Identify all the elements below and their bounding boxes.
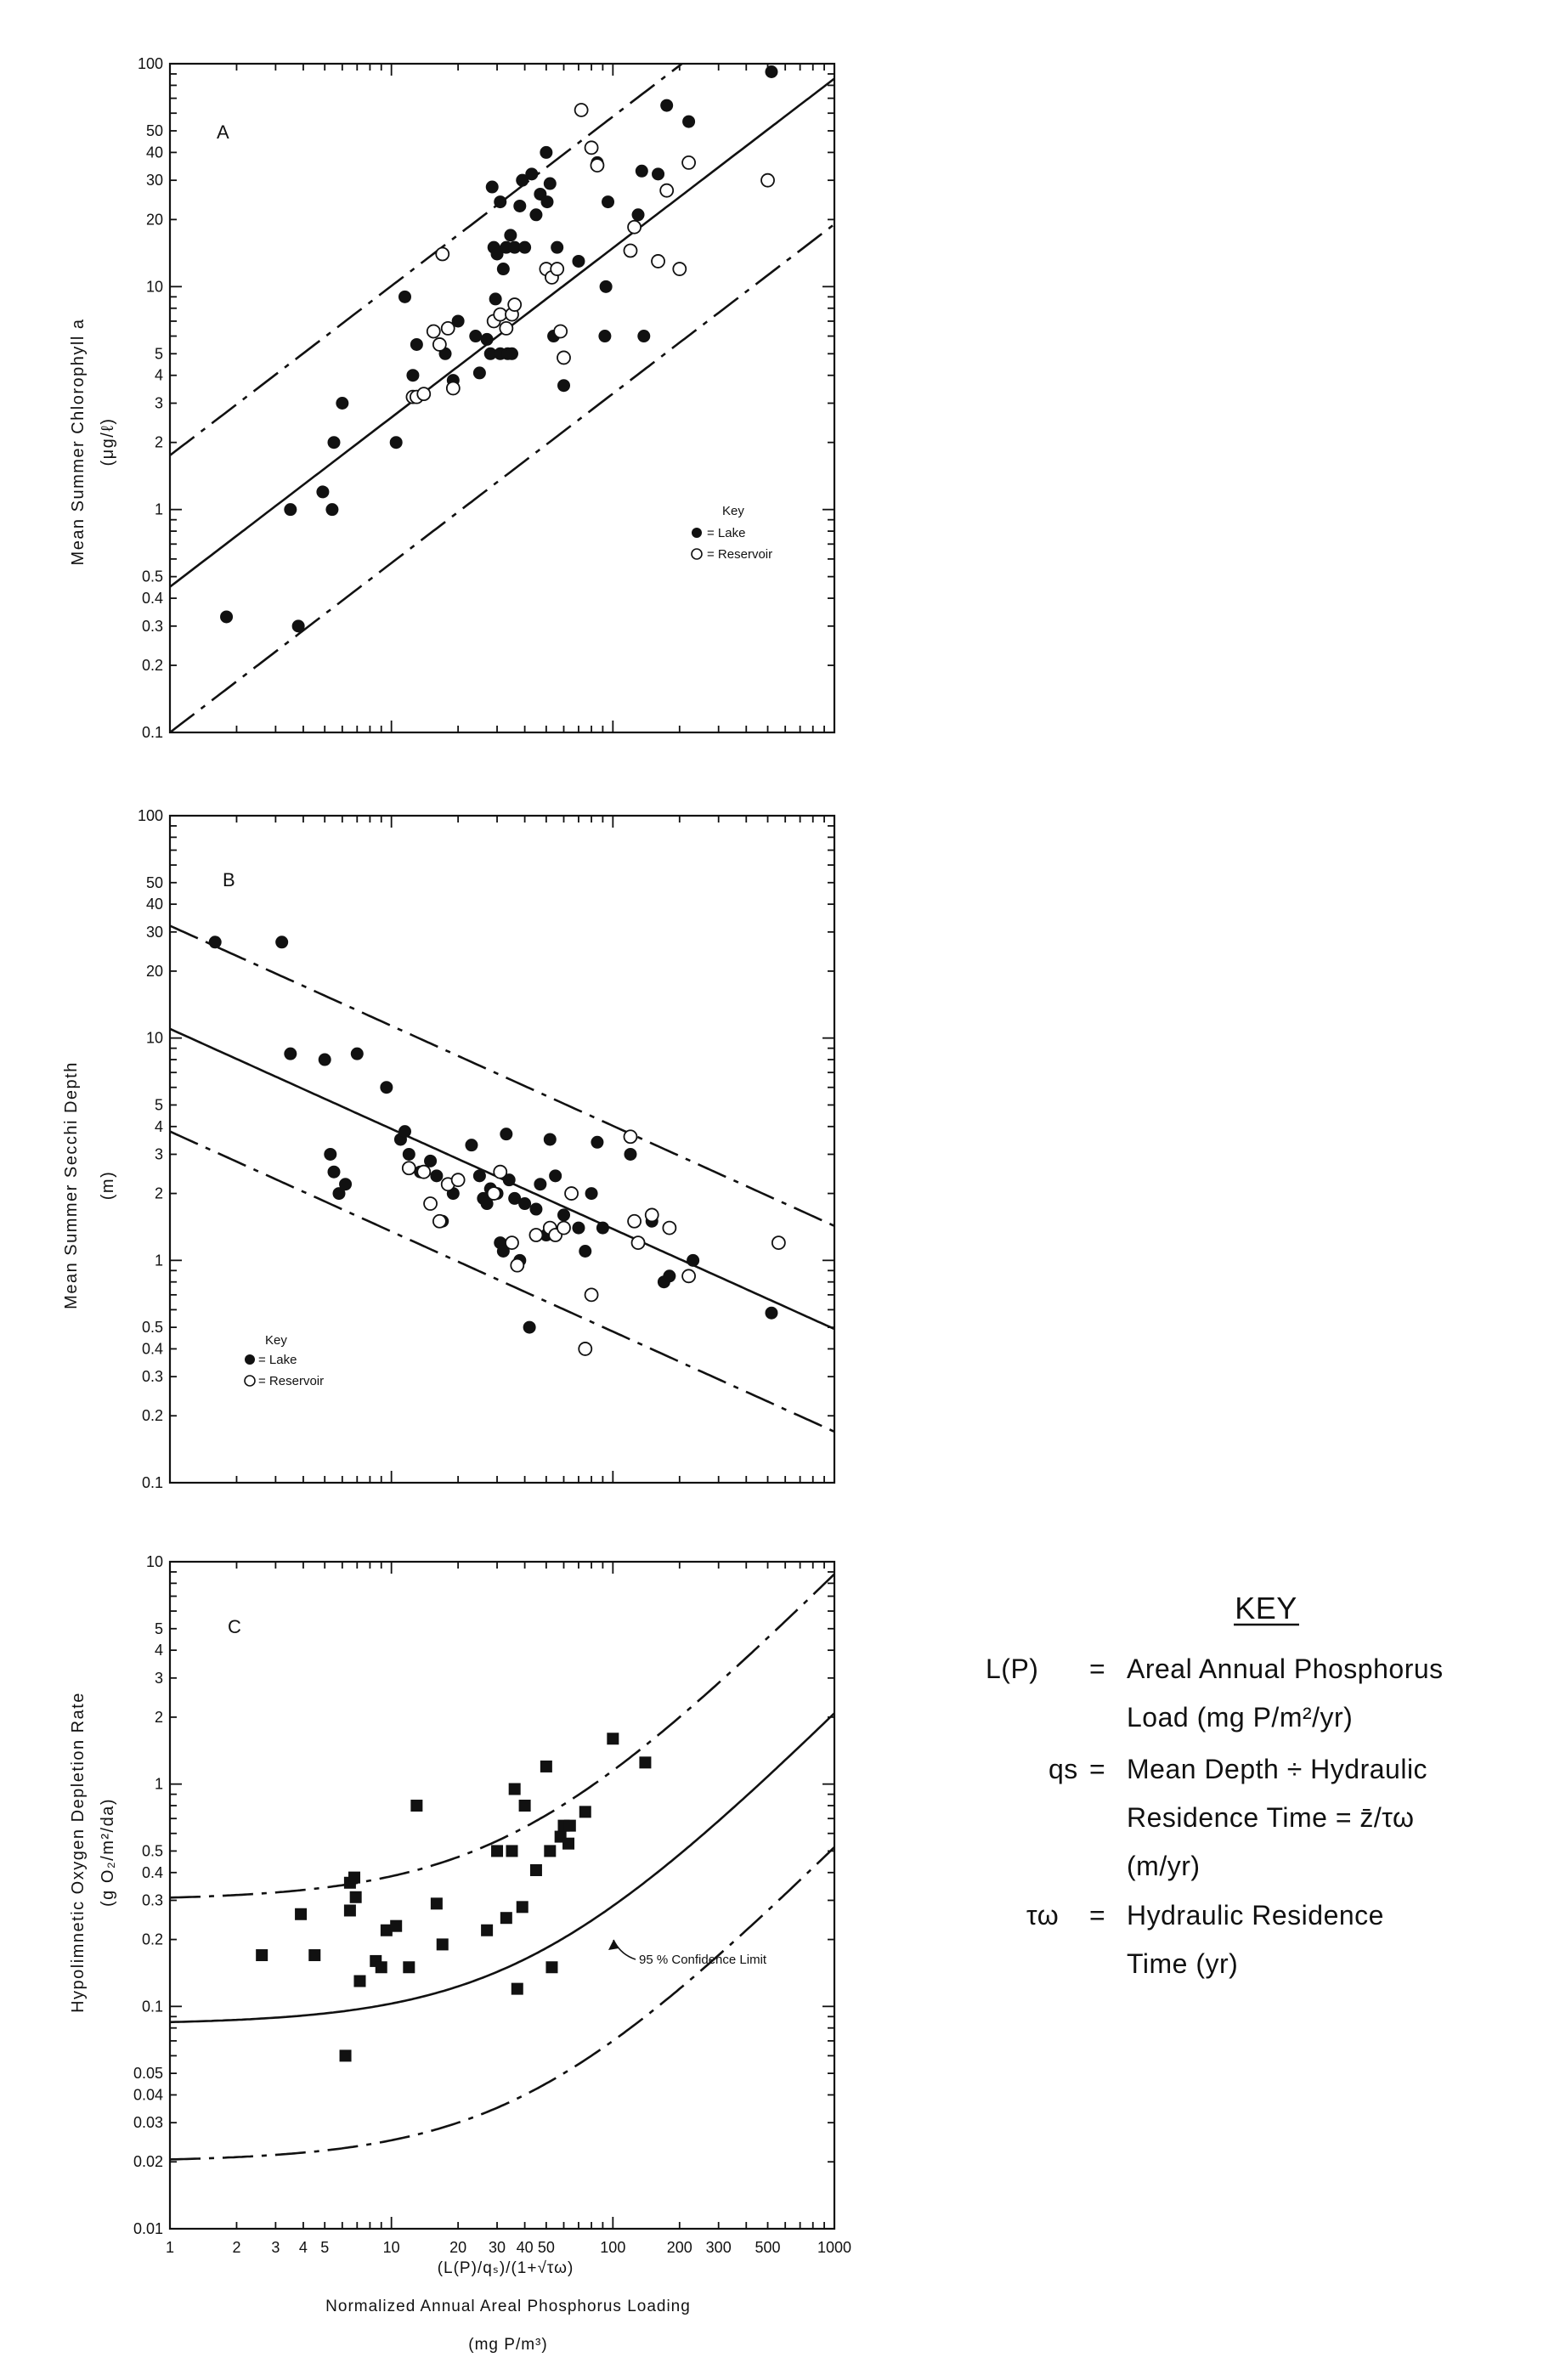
panel-a-point-lake bbox=[525, 167, 538, 180]
panel-b-point-reservoir bbox=[417, 1166, 430, 1179]
panel-a-y-tick-label: 20 bbox=[145, 211, 163, 229]
panel-b-y-tick-label: 0.5 bbox=[141, 1319, 163, 1337]
key-lp-def-line2: Load (mg P/m²/yr) bbox=[1127, 1702, 1354, 1733]
panel-c-point-lake bbox=[519, 1800, 531, 1812]
key-lp-term: L(P) bbox=[986, 1654, 1039, 1684]
panel-c-point-lake bbox=[545, 1961, 557, 1973]
panel-c-x-tick-label: 10 bbox=[382, 2239, 400, 2256]
panel-a-point-lake bbox=[220, 610, 233, 623]
panel-a-y-tick-label: 0.1 bbox=[141, 724, 163, 741]
panel-c-point-lake bbox=[295, 1908, 307, 1920]
panel-a-point-lake bbox=[481, 333, 494, 346]
panel-b-y-tick-label: 100 bbox=[137, 807, 163, 824]
panel-c-plot-frame bbox=[170, 1562, 834, 2229]
key-qs-equals: = bbox=[1089, 1754, 1106, 1784]
panel-b-point-reservoir bbox=[663, 1222, 675, 1235]
panel-c-point-lake bbox=[308, 1949, 320, 1961]
panel-a-point-lake bbox=[486, 181, 499, 194]
panel-a-point-lake bbox=[410, 338, 423, 351]
panel-c-point-lake bbox=[544, 1845, 556, 1857]
panel-a-point-reservoir bbox=[427, 325, 440, 337]
panel-b-y-tick-label: 0.2 bbox=[141, 1407, 163, 1425]
panel-b-point-lake bbox=[534, 1178, 546, 1190]
panel-a-legend-lake-marker bbox=[692, 528, 702, 538]
panel-a-point-lake bbox=[284, 503, 297, 516]
panel-c-y-tick-label: 0.01 bbox=[133, 2220, 163, 2237]
panel-a-y-tick-label: 4 bbox=[154, 366, 163, 384]
panel-b-point-reservoir bbox=[488, 1187, 500, 1200]
panel-a-y-label-line2: (μg/ℓ) bbox=[99, 417, 117, 466]
panel-c-x-tick-label: 2 bbox=[232, 2239, 241, 2256]
x-axis-label-formula: (L(P)/qₛ)/(1+√τω) bbox=[437, 2259, 574, 2277]
panel-c-point-lake bbox=[639, 1756, 651, 1768]
panel-b-point-lake bbox=[544, 1133, 557, 1145]
panel-b-point-lake bbox=[523, 1321, 536, 1334]
panel-b-point-lake bbox=[624, 1148, 636, 1161]
panel-a-point-reservoir bbox=[591, 159, 603, 172]
panel-a-legend-lake: = Lake bbox=[707, 526, 746, 540]
panel-b-y-tick-label: 2 bbox=[154, 1184, 163, 1202]
key-lp-def-line1: Areal Annual Phosphorus bbox=[1127, 1654, 1444, 1684]
panel-b-y-tick-label: 1 bbox=[154, 1252, 163, 1269]
panel-a-point-lake bbox=[551, 241, 563, 254]
panel-a-point-lake bbox=[497, 263, 510, 275]
panel-a-point-lake bbox=[529, 208, 542, 221]
panel-a-point-lake bbox=[513, 200, 526, 212]
panel-a-y-tick-label: 0.4 bbox=[141, 590, 163, 608]
panel-c-point-lake bbox=[564, 1820, 576, 1832]
panel-c-y-tick-label: 5 bbox=[154, 1620, 163, 1637]
panel-c-x-tick-label: 5 bbox=[320, 2239, 330, 2256]
panel-a-y-tick-label: 1 bbox=[154, 500, 163, 518]
key-title: KEY bbox=[1235, 1591, 1297, 1625]
panel-c-y-tick-label: 0.03 bbox=[133, 2114, 163, 2132]
panel-b-legend-title: Key bbox=[265, 1333, 287, 1348]
panel-b-legend-reservoir: = Reservoir bbox=[258, 1374, 325, 1388]
panel-a-point-lake bbox=[327, 436, 340, 449]
panel-a-point-lake bbox=[325, 503, 338, 516]
panel-b-point-lake bbox=[398, 1125, 411, 1138]
panel-b-y-tick-label: 4 bbox=[154, 1117, 163, 1135]
panel-b-point-lake bbox=[275, 936, 288, 948]
panel-b-point-reservoir bbox=[632, 1236, 645, 1249]
panel-a-y-tick-label: 50 bbox=[145, 122, 163, 139]
panel-a-legend bbox=[692, 504, 772, 562]
panel-a-y-tick-label: 2 bbox=[154, 433, 163, 451]
panel-b-point-lake bbox=[591, 1136, 603, 1149]
panel-b-point-reservoir bbox=[628, 1215, 641, 1228]
panel-a-y-units bbox=[99, 418, 117, 466]
panel-c-point-lake bbox=[390, 1920, 402, 1932]
panel-c-x-tick-label: 4 bbox=[298, 2239, 308, 2256]
panel-b-point-lake bbox=[430, 1169, 443, 1182]
panel-c-point-lake bbox=[607, 1733, 619, 1744]
panel-a-point-reservoir bbox=[673, 263, 686, 275]
panel-a-point-reservoir bbox=[585, 141, 598, 154]
key-tau-def-line2: Time (yr) bbox=[1127, 1948, 1239, 1979]
panel-a-point-lake bbox=[504, 229, 517, 241]
panel-c-y-label bbox=[69, 1692, 88, 2013]
panel-b-regression-line bbox=[170, 1029, 834, 1329]
panel-c-point-lake bbox=[403, 1961, 415, 1973]
panel-c-point-lake bbox=[344, 1904, 356, 1916]
panel-b-legend-lake: = Lake bbox=[258, 1353, 297, 1367]
panel-a-point-reservoir bbox=[433, 338, 446, 351]
panel-a-point-lake bbox=[489, 292, 502, 305]
panel-c-point-lake bbox=[579, 1806, 591, 1818]
panel-a-plot-frame bbox=[170, 64, 834, 732]
panel-b-point-lake bbox=[765, 1307, 777, 1320]
panel-a-y-label-line1: Mean Summer Chlorophyll a bbox=[69, 318, 88, 566]
panel-a-point-lake bbox=[469, 330, 482, 342]
panel-a-point-lake bbox=[518, 241, 531, 254]
panel-c-regression-line bbox=[170, 1713, 834, 2022]
panel-a-legend-title: Key bbox=[722, 504, 744, 518]
panel-b-point-lake bbox=[324, 1148, 336, 1161]
key-tau-def-line1: Hydraulic Residence bbox=[1127, 1900, 1384, 1931]
panel-a-point-lake bbox=[632, 208, 645, 221]
panel-a-point-lake bbox=[600, 280, 613, 293]
panel-c-letter: C bbox=[228, 1616, 241, 1637]
panel-a-point-lake bbox=[765, 65, 777, 78]
panel-b-point-lake bbox=[596, 1222, 609, 1235]
panel-a-point-lake bbox=[494, 195, 506, 208]
panel-b-point-lake bbox=[500, 1128, 512, 1140]
panel-a-y-tick-label: 0.3 bbox=[141, 617, 163, 635]
panel-c-oxygen bbox=[69, 1553, 851, 2256]
panel-a-point-lake bbox=[557, 379, 570, 392]
panel-c-x-tick-label: 30 bbox=[489, 2239, 506, 2256]
panel-c-annotation-arrow bbox=[613, 1940, 636, 1959]
panel-a-letter: A bbox=[217, 122, 229, 143]
x-axis-label-units: (mg P/m³) bbox=[468, 2336, 548, 2354]
panel-a-upper-confidence-limit bbox=[170, 0, 834, 455]
panel-a-y-tick-label: 40 bbox=[145, 144, 163, 161]
panel-c-point-lake bbox=[340, 2049, 352, 2061]
panel-b-point-reservoir bbox=[494, 1166, 506, 1179]
panel-c-annotation: 95 % Confidence Limit bbox=[639, 1953, 767, 1967]
panel-b-point-reservoir bbox=[557, 1222, 570, 1235]
panel-c-y-tick-label: 0.4 bbox=[141, 1863, 163, 1881]
panel-b-point-reservoir bbox=[433, 1215, 446, 1228]
panel-a-y-tick-label: 5 bbox=[154, 345, 163, 363]
panel-a-point-lake bbox=[540, 195, 553, 208]
panel-c-point-lake bbox=[491, 1845, 503, 1857]
panel-c-y-tick-label: 10 bbox=[145, 1553, 163, 1570]
panel-a-point-lake bbox=[336, 397, 348, 410]
panel-b-y-label-line2: (m) bbox=[99, 1170, 117, 1201]
panel-a-point-lake bbox=[506, 348, 518, 360]
panel-b-y-tick-label: 5 bbox=[154, 1096, 163, 1114]
panel-a-point-reservoir bbox=[447, 382, 460, 394]
panel-a-point-lake bbox=[602, 195, 614, 208]
panel-c-point-lake bbox=[530, 1864, 542, 1876]
panel-b-secchi bbox=[62, 807, 834, 1491]
panel-c-y-tick-label: 0.05 bbox=[133, 2065, 163, 2083]
panel-a-chlorophyll bbox=[69, 0, 834, 741]
panel-a-y-tick-label: 10 bbox=[145, 278, 163, 296]
panel-b-point-reservoir bbox=[682, 1269, 695, 1282]
panel-b-y-tick-label: 10 bbox=[145, 1029, 163, 1047]
panel-c-y-tick-label: 0.2 bbox=[141, 1931, 163, 1948]
panel-c-y-units bbox=[99, 1798, 117, 1907]
panel-a-point-reservoir bbox=[442, 322, 455, 335]
panel-a-point-reservoir bbox=[500, 322, 512, 335]
panel-a-y-tick-label: 0.2 bbox=[141, 657, 163, 675]
panel-a-legend-reservoir-marker bbox=[692, 549, 702, 559]
key-qs-def-line2: Residence Time = z̄/τω bbox=[1127, 1802, 1415, 1833]
panel-a-legend-reservoir: = Reservoir bbox=[707, 547, 773, 562]
panel-a-point-reservoir bbox=[494, 308, 506, 321]
panel-c-point-lake bbox=[512, 1983, 523, 1995]
panel-a-point-lake bbox=[390, 436, 403, 449]
panel-a-point-lake bbox=[292, 619, 305, 632]
panel-a-point-reservoir bbox=[628, 221, 641, 234]
panel-b-point-lake bbox=[380, 1081, 393, 1094]
panel-b-point-lake bbox=[549, 1169, 562, 1182]
panel-c-y-tick-label: 0.1 bbox=[141, 1998, 163, 2015]
panel-b-point-reservoir bbox=[506, 1236, 518, 1249]
x-axis-label-title: Normalized Annual Areal Phosphorus Loading bbox=[325, 2298, 691, 2315]
panel-b-point-reservoir bbox=[529, 1229, 542, 1241]
panel-a-point-lake bbox=[636, 165, 648, 178]
panel-b-point-reservoir bbox=[511, 1259, 523, 1272]
key-tau-equals: = bbox=[1089, 1900, 1106, 1931]
panel-a-point-lake bbox=[682, 116, 695, 128]
panel-a-point-reservoir bbox=[436, 247, 449, 260]
panel-c-point-lake bbox=[353, 1976, 365, 1987]
panel-c-x-tick-label: 200 bbox=[666, 2239, 692, 2256]
panel-c-x-tick-label: 20 bbox=[449, 2239, 467, 2256]
panel-b-point-reservoir bbox=[424, 1197, 437, 1210]
key-tau-term: τω bbox=[1026, 1900, 1060, 1931]
panel-b-point-reservoir bbox=[585, 1288, 598, 1301]
panel-c-y-label-line1: Hypolimnetic Oxygen Depletion Rate bbox=[69, 1692, 88, 2013]
panel-c-y-label-line2: (g O₂/m²/da) bbox=[99, 1798, 117, 1907]
panel-c-y-tick-label: 1 bbox=[154, 1775, 163, 1793]
key-lp-equals: = bbox=[1089, 1654, 1106, 1684]
panel-a-point-reservoir bbox=[554, 325, 567, 337]
panel-a-point-reservoir bbox=[682, 156, 695, 169]
panel-c-point-lake bbox=[562, 1838, 574, 1850]
panel-c-point-lake bbox=[500, 1912, 512, 1924]
panel-c-x-tick-label: 50 bbox=[537, 2239, 555, 2256]
panel-a-point-reservoir bbox=[508, 298, 521, 311]
panel-b-point-lake bbox=[465, 1139, 478, 1151]
panel-c-point-lake bbox=[437, 1938, 449, 1950]
panel-b-point-lake bbox=[529, 1203, 542, 1216]
panel-b-point-reservoir bbox=[624, 1130, 636, 1143]
panel-a-y-label bbox=[69, 319, 88, 566]
panel-b-point-lake bbox=[579, 1245, 591, 1258]
panel-b-y-tick-label: 30 bbox=[145, 923, 163, 941]
panel-b-point-reservoir bbox=[565, 1187, 578, 1200]
panel-b-point-lake bbox=[327, 1166, 340, 1179]
panel-c-point-lake bbox=[350, 1891, 362, 1903]
panel-c-x-tick-label: 3 bbox=[271, 2239, 280, 2256]
key-qs-def-line3: (m/yr) bbox=[1127, 1851, 1201, 1881]
panel-a-point-reservoir bbox=[652, 255, 664, 268]
panel-b-point-lake bbox=[339, 1178, 352, 1190]
panel-b-y-tick-label: 40 bbox=[145, 896, 163, 913]
panel-b-legend-reservoir-marker bbox=[245, 1376, 255, 1386]
panel-c-x-tick-label: 100 bbox=[600, 2239, 626, 2256]
key-qs-term: qs bbox=[1048, 1754, 1078, 1784]
panel-c-y-tick-label: 0.5 bbox=[141, 1842, 163, 1860]
panel-c-point-lake bbox=[540, 1761, 552, 1772]
panel-b-y-label bbox=[62, 1061, 81, 1309]
panel-b-point-lake bbox=[209, 936, 222, 948]
panel-b-point-reservoir bbox=[403, 1162, 415, 1174]
panel-a-point-reservoir bbox=[660, 184, 673, 197]
panel-c-point-lake bbox=[431, 1897, 443, 1909]
panel-b-point-lake bbox=[319, 1054, 331, 1066]
panel-a-point-lake bbox=[316, 485, 329, 498]
panel-c-x-tick-label: 500 bbox=[755, 2239, 781, 2256]
panel-a-y-tick-label: 3 bbox=[154, 394, 163, 412]
panel-c-y-tick-label: 0.02 bbox=[133, 2153, 163, 2171]
panel-a-point-lake bbox=[540, 146, 552, 159]
panel-c-x-tick-label: 1000 bbox=[817, 2239, 852, 2256]
panel-a-point-reservoir bbox=[417, 387, 430, 400]
panel-a-point-lake bbox=[652, 167, 664, 180]
panel-b-y-tick-label: 20 bbox=[145, 962, 163, 980]
panel-b-letter: B bbox=[223, 869, 235, 890]
panel-c-point-lake bbox=[506, 1845, 517, 1857]
panel-c-x-tick-label: 40 bbox=[516, 2239, 534, 2256]
panel-c-y-tick-label: 0.3 bbox=[141, 1891, 163, 1909]
panel-b-y-units bbox=[99, 1171, 117, 1200]
panel-c-point-lake bbox=[410, 1800, 422, 1812]
panel-c-point-lake bbox=[256, 1949, 268, 1961]
panel-b-point-reservoir bbox=[579, 1343, 591, 1355]
panel-a-y-tick-label: 0.5 bbox=[141, 568, 163, 585]
panel-b-point-lake bbox=[557, 1208, 570, 1221]
panel-b-point-lake bbox=[403, 1148, 415, 1161]
panel-b-point-reservoir bbox=[646, 1208, 658, 1221]
panel-b-point-lake bbox=[518, 1197, 531, 1210]
panel-c-point-lake bbox=[348, 1872, 360, 1884]
panel-b-point-lake bbox=[585, 1187, 598, 1200]
panel-a-point-lake bbox=[544, 178, 557, 190]
panel-c-point-lake bbox=[376, 1961, 387, 1973]
panel-a-y-tick-label: 100 bbox=[137, 55, 163, 72]
panel-b-point-lake bbox=[663, 1269, 675, 1282]
panel-b-point-lake bbox=[572, 1222, 585, 1235]
panel-b-point-reservoir bbox=[452, 1173, 465, 1186]
panel-b-point-lake bbox=[351, 1048, 364, 1060]
panel-b-legend bbox=[245, 1333, 324, 1388]
panel-a-point-lake bbox=[598, 330, 611, 342]
panel-b-y-label-line1: Mean Summer Secchi Depth bbox=[62, 1061, 81, 1309]
panel-b-y-tick-label: 0.4 bbox=[141, 1340, 163, 1358]
definitions-key bbox=[986, 1591, 1444, 1979]
panel-c-point-lake bbox=[517, 1901, 528, 1913]
panel-b-upper-confidence-limit bbox=[170, 926, 834, 1226]
panel-a-point-lake bbox=[406, 369, 419, 382]
panel-a-point-reservoir bbox=[761, 174, 774, 187]
panel-a-point-reservoir bbox=[575, 104, 588, 116]
panel-b-y-tick-label: 3 bbox=[154, 1145, 163, 1163]
panel-b-y-tick-label: 50 bbox=[145, 873, 163, 891]
panel-a-lower-confidence-limit bbox=[170, 224, 834, 732]
panel-b-point-lake bbox=[687, 1254, 699, 1267]
panel-c-y-tick-label: 0.04 bbox=[133, 2086, 163, 2104]
panel-a-y-tick-label: 30 bbox=[145, 172, 163, 189]
panel-b-point-lake bbox=[284, 1048, 297, 1060]
panel-b-point-lake bbox=[473, 1169, 486, 1182]
panel-b-legend-lake-marker bbox=[245, 1354, 255, 1365]
panel-c-y-tick-label: 3 bbox=[154, 1669, 163, 1687]
panel-a-point-reservoir bbox=[557, 351, 570, 364]
panel-b-y-tick-label: 0.3 bbox=[141, 1368, 163, 1386]
panel-c-y-tick-label: 4 bbox=[154, 1642, 163, 1659]
panel-c-y-tick-label: 2 bbox=[154, 1708, 163, 1726]
panel-a-point-lake bbox=[660, 99, 673, 112]
panel-c-lower-confidence-limit bbox=[170, 1847, 834, 2159]
panel-a-point-lake bbox=[473, 366, 486, 379]
panel-c-point-lake bbox=[509, 1783, 521, 1795]
panel-c-point-lake bbox=[481, 1925, 493, 1936]
panel-a-point-lake bbox=[572, 255, 585, 268]
panel-c-x-tick-label: 1 bbox=[165, 2239, 175, 2256]
panel-c-x-tick-label: 300 bbox=[705, 2239, 732, 2256]
panel-b-point-reservoir bbox=[772, 1236, 785, 1249]
panel-b-y-tick-label: 0.1 bbox=[141, 1474, 163, 1491]
panel-a-point-lake bbox=[637, 330, 650, 342]
panel-a-point-reservoir bbox=[551, 263, 563, 275]
panel-a-point-lake bbox=[398, 291, 411, 303]
panel-a-point-reservoir bbox=[624, 245, 636, 257]
key-qs-def-line1: Mean Depth ÷ Hydraulic bbox=[1127, 1754, 1428, 1784]
